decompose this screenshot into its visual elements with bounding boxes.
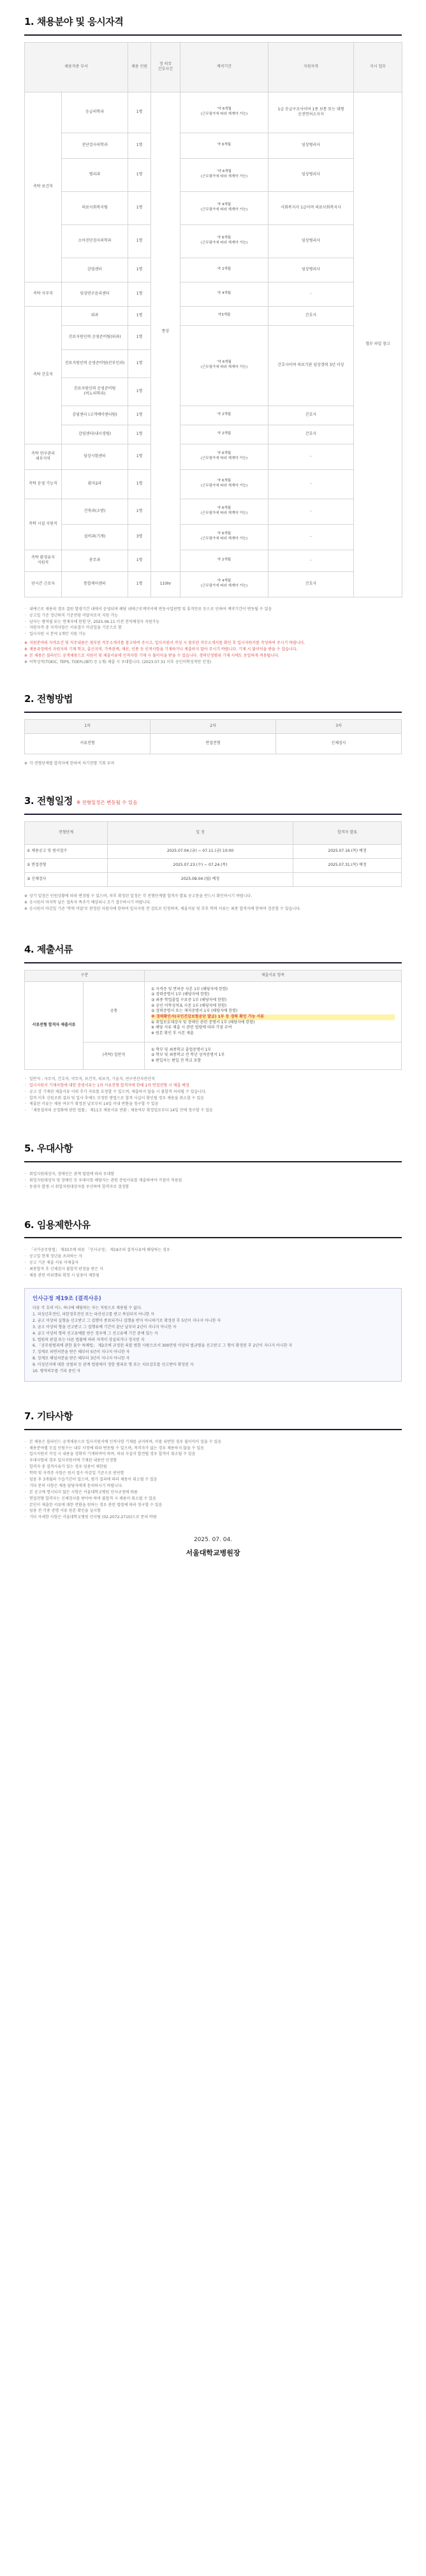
contract-period: 약 6개월 (근무평가에 따라 재계약 가능) bbox=[180, 524, 268, 550]
headcount: 1명 bbox=[128, 349, 151, 377]
schedule-date: 2025.08.04.(월) 예정 bbox=[108, 873, 293, 887]
note: · 「채용절차의 공정화에 관한 법률」 제11조 채용서류 반환 : 채용여부 확정일로부터 14일 안에 청구할 수 있음 bbox=[24, 1108, 402, 1114]
contract-period: 약 2개월 bbox=[180, 550, 268, 571]
department: 총무과 bbox=[62, 550, 128, 571]
docs-header: 구분 bbox=[25, 970, 145, 981]
schedule-step: ② 면접전형 bbox=[25, 859, 108, 873]
recruitment-row bbox=[25, 92, 402, 133]
headcount: 1명 bbox=[128, 406, 151, 425]
box-line: 4. 금고 이상의 형의 선고유예를 받은 경우에 그 선고유예 기간 중에 있는 자 bbox=[33, 1331, 158, 1336]
headcount: 1명 bbox=[128, 282, 151, 306]
qualification: 간호사 bbox=[268, 425, 354, 444]
note: · 공고일 현재 정년을 초과하는 자 bbox=[24, 1254, 402, 1260]
docs-extra-list bbox=[145, 1042, 402, 1069]
job-group: 측탁 환경유지 지원직 bbox=[25, 550, 62, 571]
qualification: 간호사 bbox=[268, 571, 354, 597]
footer-date: 2025. 07. 04. bbox=[193, 1537, 233, 1544]
qualification: 임상병리사 bbox=[268, 158, 354, 191]
recruitment-row bbox=[25, 258, 402, 282]
step-header: 3차 bbox=[276, 719, 402, 733]
qualification: - bbox=[268, 469, 354, 499]
qualification: 임상병리사 bbox=[268, 224, 354, 258]
section-title-schedule bbox=[24, 792, 402, 809]
header-dept: 채용직종 부서 bbox=[25, 42, 128, 92]
headcount: 1명 bbox=[128, 571, 151, 597]
box-line: 5. 법원의 판결 또는 다른 법률에 따라 자격이 상실되거나 정지된 자 bbox=[33, 1337, 145, 1342]
schedule-step: ③ 신체검사 bbox=[25, 873, 108, 887]
contract-period: 약 6개월 (근무평가에 따라 재계약 가능) bbox=[180, 499, 268, 524]
note: · 공고 기준 제출 서류 미제출자 bbox=[24, 1260, 402, 1266]
note: ※ 상기 일정은 인원상황에 따라 변경될 수 있으며, 차후 확정된 일정은 각 전형단계별 합격자 발표 공고문을 반드시 확인하시기 바랍니다. bbox=[24, 893, 402, 900]
note: ※ 어학성적(TOEIC, TEPS, TOEFL(iBT) 등 1개) 제출 시 우대합니다. (2023.07.31 이후 공인어학성적만 인정) bbox=[24, 659, 402, 666]
recruitment-row bbox=[25, 425, 402, 444]
note: · 남자는 병역필 또는 면제자에 한함 단, 2025.06.11 이전 전역예정자 지원가능 bbox=[24, 619, 402, 626]
doc-item-highlight: ※ 경력확인서(국민건강보험공단 발급) 1부 등 경력 확인 가능 서류 bbox=[151, 1014, 395, 1020]
recruitment-row bbox=[25, 224, 402, 258]
docs-common-list bbox=[145, 981, 402, 1042]
recruitment-row bbox=[25, 524, 402, 550]
restriction-notes bbox=[24, 1247, 402, 1278]
box-line: 다음 각 호의 어느 하나에 해당하는 자는 직원으로 채용될 수 없다. bbox=[33, 1306, 142, 1311]
job-group: 측탁 사무직 bbox=[25, 282, 62, 306]
box-line: 8. 징계로 해임처분을 받은 때부터 3년이 지나지 아니한 자 bbox=[33, 1356, 130, 1361]
note: ※ 응시원서 마감일 기준 '학력 미달'로 판정된 자원자에 한하여 입사지원 전 검토로 인정하며, 제출서류 및 추후 학력 서류는 최종 합격자에 한하여 검증할 수 있습니다. bbox=[24, 906, 402, 912]
headcount: 1명 bbox=[128, 191, 151, 224]
divider bbox=[24, 34, 402, 36]
department: 건축과(소방) bbox=[62, 499, 128, 524]
note-red: · 입사지원서 기재사항에 대한 증빙서류는 1차 서류전형 합격자에 한해 1차 면접전형 시 제출 예정 bbox=[24, 1083, 402, 1089]
box-line: 7. 징계로 파면처분을 받은 때부터 5년이 지나지 아니한 자 bbox=[33, 1350, 130, 1355]
recruitment-table bbox=[24, 42, 402, 597]
headcount: 3명 bbox=[128, 524, 151, 550]
box-line: 1. 피성년후견인, 피한정후견인 또는 파산선고를 받고 복권되지 아니한 자 bbox=[33, 1312, 154, 1317]
recruitment-red-notes bbox=[24, 640, 402, 666]
process-table bbox=[24, 719, 402, 754]
note: · 취업지원대상자, 장애인은 관계 법령에 따라 우대함 bbox=[24, 1171, 402, 1178]
contract-period: '약 6개월 (근무평가에 따라 재계약 가능) bbox=[180, 92, 268, 133]
schedule-date: 2025.07.23.(수) ~ 07.24.(목) bbox=[108, 859, 293, 873]
contract-period: '약 6개월 (근무평가에 따라 재계약 가능) bbox=[180, 158, 268, 191]
schedule-date: 2025.07.04.(금) ~ 07.11.(금) 10:00 bbox=[108, 845, 293, 859]
note: · 입사지원 시 분야 1개만 지원 가능 bbox=[24, 631, 402, 638]
note: · 기타 문의 사항은 채용 담당자에게 문의하시기 바랍니다. bbox=[24, 1483, 402, 1489]
header-count: 채용 인원 bbox=[128, 42, 151, 92]
note: · 합격 이후 신원조회 결과 및 입사 후에도 부정한 방법으로 합격 사실이 확인될 경우 채용을 취소할 수 있음 bbox=[24, 1095, 402, 1102]
schedule-header: 전형단계 bbox=[25, 822, 108, 845]
note: ※ 각 전형단계별 합격자에 한하여 차기전형 기회 부여 bbox=[24, 761, 402, 767]
doc-item: ① 학부 및 최종학교 졸업증명서 1부 bbox=[151, 1047, 212, 1052]
section-title-preference: 5. 우대사항 bbox=[24, 1143, 73, 1155]
doc-item: ※ 원본 확인 후 사본 제출 bbox=[151, 1031, 194, 1036]
contract-period: 약 6개월 (근무평가에 따라 재계약 가능) bbox=[180, 444, 268, 469]
section-title-documents: 4. 제출서류 bbox=[24, 943, 73, 955]
department: 임상시험센터 bbox=[62, 444, 128, 469]
step-value: 서류전형 bbox=[25, 733, 151, 754]
box-line: 6. 「공무원범죄에 관한 몰수 특례법」 제2조에 규정된 죄를 범한 사람으로서 300만원 이상의 벌금형을 선고받고 그 형이 확정된 후 2년이 지나지 아니한 자 bbox=[33, 1343, 293, 1349]
job-group: 측탁 보건직 bbox=[25, 92, 62, 282]
docs-extra-label: (측탁) 일반직 bbox=[84, 1042, 145, 1069]
note: · 채용 관련 비위행위 확정 시 임용이 제한됨 bbox=[24, 1273, 402, 1279]
qualification: 1급 응급구조사이며 1종 보통 또는 대형 운전면허소지자 bbox=[268, 92, 354, 133]
note: · 본인이 제출한 서류에 대한 반환을 원하는 경우 관련 법령에 따라 청구할 수 있음 bbox=[24, 1502, 402, 1509]
recruitment-row bbox=[25, 306, 402, 325]
recruitment-row bbox=[25, 469, 402, 499]
contract-period: 약 6개월 (근무평가에 따라 재계약 가능) bbox=[180, 469, 268, 499]
doc-item: ② 학부 및 최종학교 전 학년 성적증명서 1부 bbox=[151, 1053, 225, 1058]
job-group: 단시간 근로자 bbox=[25, 571, 62, 597]
note: · 공고 상 기재된 제출서류 이외 추가 자료를 요청할 수 있으며, 제출하지 않을 시 불합격 처리될 수 있습니다. bbox=[24, 1089, 402, 1095]
doc-item: ② 경력증명서 1부 (해당자에 한함) bbox=[151, 992, 210, 997]
box-line: 10. 병역의무를 기피 중인 자 bbox=[33, 1369, 81, 1374]
recruitment-row bbox=[25, 550, 402, 571]
note: · 공고일 기준 정년퇴직 기준연령 미달자로서 지원 가능 bbox=[24, 613, 402, 619]
schedule-subtitle: ※ 전형일정은 변동될 수 있음 bbox=[76, 800, 138, 806]
other-notes bbox=[24, 1439, 402, 1521]
department: 임상연구윤리센터 bbox=[62, 282, 128, 306]
doc-item: ④ 공인 어학성적표 사본 1부 (해당자에 한함) bbox=[151, 1003, 227, 1008]
doc-item: ※ 해당 서류 제출 시 관련 법령에 따라 가점 부여 bbox=[151, 1025, 232, 1030]
contract-period: 약 2개월 bbox=[180, 425, 268, 444]
divider bbox=[24, 1237, 402, 1238]
headcount: 1명 bbox=[128, 425, 151, 444]
recruitment-notes bbox=[24, 606, 402, 638]
note-red: ※ 본 채용은 블라인드 공개채용으로 지원서 및 제출서류에 인적사항 기재 시 불이익을 받을 수 있습니다. 경력인정범위 기재 시에도 동일하게 적용됩니다. bbox=[24, 653, 402, 659]
divider bbox=[24, 1429, 402, 1430]
doc-item: ※ 편입자는 편입 전 학교 포함 bbox=[151, 1058, 202, 1064]
headcount: 1명 bbox=[128, 306, 151, 325]
qualification: 간호사 bbox=[268, 406, 354, 425]
divider bbox=[24, 712, 402, 713]
qualification: - bbox=[268, 499, 354, 524]
department: 진료지원인력 운영준비팀 (비뇨의학과) bbox=[62, 377, 128, 406]
disqualification-box bbox=[24, 1288, 402, 1382]
schedule-table bbox=[24, 821, 402, 887]
note: · 입사지원서 작성 시 내용을 정확히 기재하여야 하며, 허위 사실이 발견될 경우 합격이 취소될 수 있음 bbox=[24, 1451, 402, 1458]
section-title-process: 2. 전형방법 bbox=[24, 692, 73, 705]
note: · 임용 전 각종 증명 서류 원본 확인을 실시함 bbox=[24, 1508, 402, 1514]
note: · 제출된 서류는 채용 여부가 확정된 날로부터 14일 이내 반환을 청구할 수 있음 bbox=[24, 1101, 402, 1108]
note: · 합격자 중 결격사유가 있는 경우 임용이 제한됨 bbox=[24, 1464, 402, 1470]
duty-note: 협부 파일 참고 bbox=[354, 92, 402, 597]
box-line: 2. 금고 이상의 실형을 선고받고 그 집행이 종료되거나 집행을 받지 아니하기로 확정된 후 5년이 지나지 아니한 자 bbox=[33, 1318, 221, 1323]
work-hours: 110hr bbox=[151, 571, 180, 597]
divider bbox=[24, 962, 402, 963]
recruitment-row bbox=[25, 158, 402, 191]
note: · 우대사항의 경우 입사지원서에 기재된 내용만 인정함 bbox=[24, 1458, 402, 1464]
box-line: 9. 미성년자에 대한 성범죄 등 관계 법령에서 정한 범죄로 형 또는 치료감호를 선고받아 확정된 자 bbox=[33, 1363, 194, 1368]
department: 진료지원인력 운영준비팀(산부인과) bbox=[62, 349, 128, 377]
note: ※ 응시원서 마지막 날은 접속자 폭주가 예상되니 조기 접수하시기 바랍니다. bbox=[24, 900, 402, 906]
recruitment-row bbox=[25, 406, 402, 425]
schedule-result: 2025.07.16.(목) 예정 bbox=[293, 845, 402, 859]
contract-period: 약 2개월 bbox=[180, 258, 268, 282]
note: · 학력 및 자격증 사항은 원서 접수 마감일 기준으로 판단함 bbox=[24, 1470, 402, 1477]
headcount: 1명 bbox=[128, 499, 151, 524]
job-group: 측탁 운영 기능직 bbox=[25, 469, 62, 499]
contract-period: 약 4개월 (근무평가에 따라 재계약 가능) bbox=[180, 191, 268, 224]
recruitment-row bbox=[25, 133, 402, 158]
step-value: 신체검사 bbox=[276, 733, 402, 754]
department: 진료지원인력 운영준비팀(외과) bbox=[62, 325, 128, 349]
doc-item: ① 자격증 및 면허증 사본 1부 (해당자에 한함) bbox=[151, 986, 228, 992]
recruitment-row bbox=[25, 444, 402, 469]
note: · 면접전형 합격자는 신체검사를 받아야 하며 불합격 시 채용이 취소될 수 있음 bbox=[24, 1496, 402, 1502]
docs-group: 서류전형 합격자 제출서류 bbox=[25, 981, 84, 1069]
note: · 본 채용은 블라인드 공개채용으로 입사지원서에 인적사항 기재를 금지하며, 이를 위반한 경우 불이익이 있을 수 있음 bbox=[24, 1439, 402, 1445]
box-title: 인사규정 제19조 (결격사유) bbox=[33, 1295, 101, 1302]
footer bbox=[24, 1536, 402, 1558]
work-hours: 통상 bbox=[151, 92, 180, 571]
step-header: 2차 bbox=[151, 719, 276, 733]
contract-period: 약 4개월 bbox=[180, 282, 268, 306]
headcount: 1명 bbox=[128, 224, 151, 258]
recruitment-row bbox=[25, 191, 402, 224]
doc-item: ⑥ 취업보호대상자 및 장애인 관련 증명서 1부 (해당자에 한함) bbox=[151, 1020, 255, 1025]
header-period: 계약기간 bbox=[180, 42, 268, 92]
preference-notes bbox=[24, 1171, 402, 1190]
doc-item: ⑤ 경력증명서 또는 재직증명서 1부 (해당자에 한함) bbox=[151, 1009, 238, 1014]
note: · 본 공고에 명시되지 않은 사항은 서울대학교병원 인사규정에 따름 bbox=[24, 1489, 402, 1496]
qualification: - bbox=[268, 282, 354, 306]
header-duty: 지시 업무 bbox=[354, 42, 402, 92]
contract-period: 약 6개월 (근무평가에 따라 재계약 가능) bbox=[180, 224, 268, 258]
section-title-others: 7. 기타사항 bbox=[24, 1410, 73, 1422]
headcount: 1명 bbox=[128, 550, 151, 571]
note: · 내에근로 채용의 경우 결원 발생기간 내에서 운영되며 해당 내에근로계약서에 변동사업판명 및 휴직만료 등으로 인하여 계약기간이 변동될 수 있음 bbox=[24, 606, 402, 613]
headcount: 1명 bbox=[128, 133, 151, 158]
note-red: ※ 지원분야의 자격요건 및 직무내용은 첨부된 직무소개서를 참고하여 주시고, 입사지원서 작성 시 첨부된 직무소개서를 확인 후 입사지원서를 작성하여 주시기 바랍니다. bbox=[24, 640, 402, 647]
section-title-recruitment: 1. 채용분야 및 응시자격 bbox=[24, 16, 124, 27]
header-hours: 정 의무 간호사긴 bbox=[151, 42, 180, 92]
headcount: 1명 bbox=[128, 444, 151, 469]
recruitment-row bbox=[25, 325, 402, 349]
department: 응급의학과 bbox=[62, 92, 128, 133]
department: 병리과 bbox=[62, 158, 128, 191]
divider bbox=[24, 1161, 402, 1162]
note: · 자원자격 중 자격사항은 서류접수 마감일을 기준으로 함 bbox=[24, 625, 402, 631]
schedule-header: 일 정 bbox=[108, 822, 293, 845]
department: 감염센터(내시경팀) bbox=[62, 425, 128, 444]
note: · 취업지원대상자 및 장애인 등 우대사항 해당자는 관련 증빙서류를 제출하여야 가점이 적용됨 bbox=[24, 1178, 402, 1184]
section-title-restrictions: 6. 임용제한사유 bbox=[24, 1218, 91, 1231]
headcount: 1명 bbox=[128, 258, 151, 282]
note: · 「국가공무원법」 제33조에 따른 「인사규정」 제19조의 결격사유에 해당하는 경우 bbox=[24, 1247, 402, 1254]
headcount: 1명 bbox=[128, 92, 151, 133]
doc-item: ③ 최종 학업졸업 수료증 1부 (해당자에 한함) bbox=[151, 997, 227, 1002]
note: · 임용 후 3개월의 수습기간이 있으며, 평가 결과에 따라 채용이 취소될 수 있음 bbox=[24, 1477, 402, 1483]
documents-notes bbox=[24, 1076, 402, 1114]
contract-period: 약3개월 bbox=[180, 306, 268, 325]
footer-org: 서울대학교병원장 bbox=[186, 1549, 240, 1558]
department: 환자2과 bbox=[62, 469, 128, 499]
contract-period: 약 4개월 (근무평가에 따라 재계약 가능) bbox=[180, 571, 268, 597]
headcount: 1명 bbox=[128, 325, 151, 349]
documents-table bbox=[24, 970, 402, 1070]
department: 진단검사의학과 bbox=[62, 133, 128, 158]
recruitment-row bbox=[25, 571, 402, 597]
recruitment-row bbox=[25, 282, 402, 306]
note: · 기타 자세한 사항은 서울대학교병원 인사팀 (02-2072-2710)으로 문의 바람 bbox=[24, 1514, 402, 1521]
job-group: 측탁 연구관리 세부지역 bbox=[25, 444, 62, 469]
qualification: - bbox=[268, 524, 354, 550]
contract-period: 약 2개월 bbox=[180, 406, 268, 425]
docs-common-label: 공통 bbox=[84, 981, 145, 1042]
qualification: - bbox=[268, 444, 354, 469]
schedule-header: 합격자 발표 bbox=[293, 822, 402, 845]
department: 설비과(기계) bbox=[62, 524, 128, 550]
headcount: 1명 bbox=[128, 158, 151, 191]
headcount: 1명 bbox=[128, 377, 151, 406]
step-value: 면접전형 bbox=[151, 733, 276, 754]
department: 의료사회복지팀 bbox=[62, 191, 128, 224]
divider bbox=[24, 814, 402, 815]
qualification: 임상병리사 bbox=[268, 133, 354, 158]
header-qualification: 지원자격 bbox=[268, 42, 354, 92]
process-notes bbox=[24, 761, 402, 767]
qualification: 간호사이며 의료기관 임상경력 3년 이상 bbox=[268, 325, 354, 406]
qualification: 간호사 bbox=[268, 306, 354, 325]
note: · 일반직 : 사무직, 간호직, 약무직, 보건직, 의료직, 기술직, 연구전산자전산직 bbox=[24, 1076, 402, 1083]
schedule-result: 2025.07.31.(목) 예정 bbox=[293, 859, 402, 873]
contract-period: 약 6개월 bbox=[180, 133, 268, 158]
department: 소아진단검사의학과 bbox=[62, 224, 128, 258]
note: · 채용분야별 모집 인원수는 내부 사정에 따라 변동될 수 있으며, 적격자가 없는 경우 채용하지 않을 수 있음 bbox=[24, 1445, 402, 1452]
contract-period: '약 6개월 (근무평가에 따라 재계약 가능) bbox=[180, 325, 268, 406]
schedule-notes bbox=[24, 893, 402, 912]
note: · 최종합격 후 신체검사 불합격 판정을 받은 자 bbox=[24, 1266, 402, 1273]
department: 통합케어센터 bbox=[62, 571, 128, 597]
note-red: ※ 채용과정에서 자원자의 기재 학교, 출신지역, 가족관계, 재산, 인종 등 인적사항을 기재하거나 제출하지 말아 주시기 바랍니다. 기재 시 불이익을 받을 수 있습니다. bbox=[24, 647, 402, 653]
job-group: 측탁 시설 지원직 bbox=[25, 499, 62, 550]
step-header: 1차 bbox=[25, 719, 151, 733]
schedule-step: ① 채용공고 및 원서접수 bbox=[25, 845, 108, 859]
qualification: 임상병리사 bbox=[268, 258, 354, 282]
box-line: 3. 금고 이상의 형을 선고받고 그 집행유예 기간이 끝난 날부터 2년이 지나지 아니한 자 bbox=[33, 1324, 177, 1329]
schedule-result bbox=[293, 873, 402, 887]
headcount: 1명 bbox=[128, 469, 151, 499]
recruitment-row bbox=[25, 499, 402, 524]
docs-header: 제출서류 항목 bbox=[145, 970, 402, 981]
qualification: 사회복지사 1급이며 의료사회복지사 bbox=[268, 191, 354, 224]
job-group: 측탁 간호직 bbox=[25, 306, 62, 444]
note: · 동점자 발생 시 취업지원대상자를 우선하여 합격자로 결정함 bbox=[24, 1184, 402, 1190]
department: 외과 bbox=[62, 306, 128, 325]
department: 감염센터 (고객예약센터팀) bbox=[62, 406, 128, 425]
department: 감염센터 bbox=[62, 258, 128, 282]
schedule-title: 3. 전형일정 bbox=[24, 795, 73, 807]
qualification: - bbox=[268, 550, 354, 571]
